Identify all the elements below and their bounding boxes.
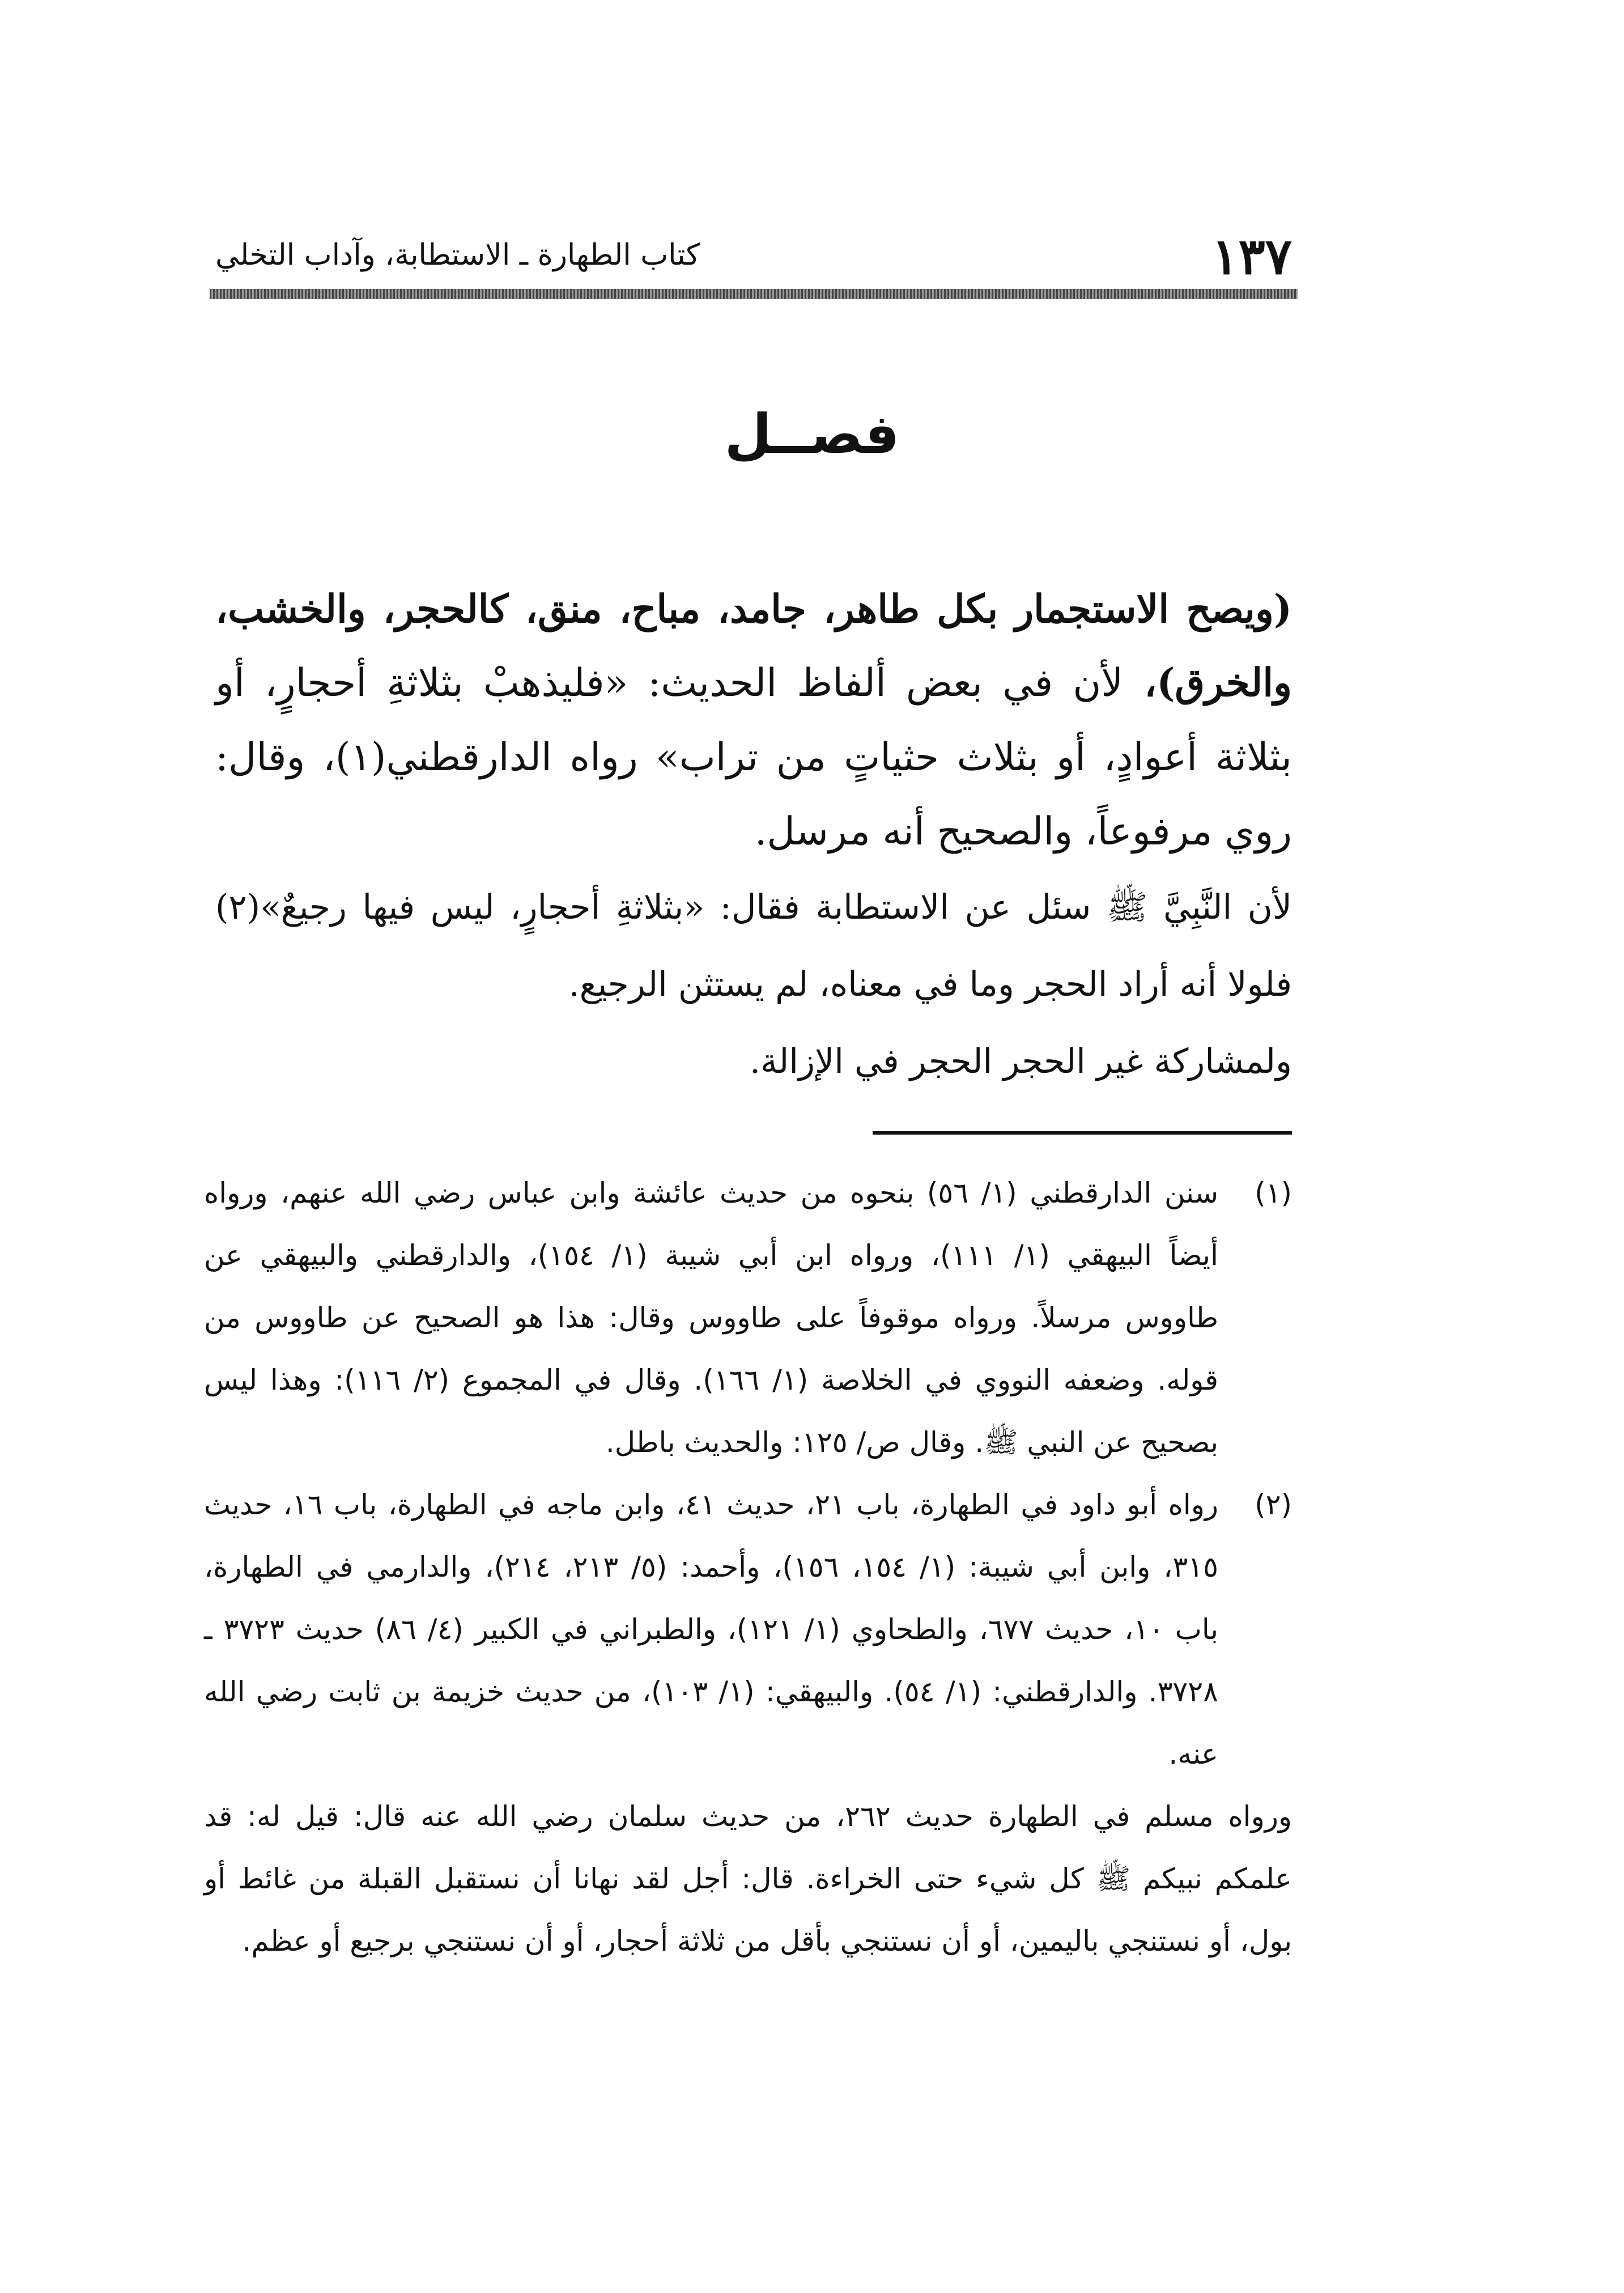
section-title: فصــل [724, 402, 900, 466]
footnote-separator [873, 1131, 1292, 1135]
paragraph-2: لأن النَّبِيَّ ﷺ سئل عن الاستطابة فقال: «بثلاثةِ أحجارٍ، ليس فيها رجيعٌ»(٢) فلولا أنه أراد الحجر وما في معناه، لم يستثن الرجيع. [215, 888, 1292, 1004]
footnote-2-text: رواه أبو داود في الطهارة، باب ٢١، حديث ٤١، وابن ماجه في الطهارة، باب ١٦، حديث ٣١٥، وابن أبي شيبة: (١/ ١٥٤، ١٥٦)، وأحمد: (٥/ ٢١٣، ٢١٤)، والدارمي في الطهارة، باب ١٠، حديث ٦٧٧، والطحاوي (١/ ١٢١)، والطبراني في الكبير (٤/ ٨٦) حديث ٣٧٢٣ ـ ٣٧٢٨. والدارقطني: (١/ ٥٤). والبيهقي: (١/ ١٠٣)، من حديث خزيمة بن ثابت رضي الله عنه. [204, 1488, 1219, 1770]
page-number: ١٣٧ [1211, 227, 1292, 286]
paragraph-1-rest: لأن في بعض ألفاظ الحديث: «فليذهبْ بثلاثةِ أحجارٍ، أو بثلاثة أعوادٍ، أو بثلاث حثياتٍ من تراب» رواه الدارقطني(١)، وقال: روي مرفوعاً، والصحيح أنه مرسل. [215, 661, 1292, 854]
running-header-title: كتاب الطهارة ـ الاستطابة، وآداب التخلي [215, 238, 700, 272]
footnote-1-number: (١) [1255, 1177, 1292, 1209]
footnote-1 [204, 1162, 1292, 1474]
paragraph-3: ولمشاركة غير الحجر الحجر في الإزالة. [749, 1042, 1292, 1081]
main-text [215, 572, 1292, 1100]
footnote-2-number: (٢) [1255, 1488, 1292, 1521]
paragraph-1 [215, 572, 1292, 869]
footnote-1-text: سنن الدارقطني (١/ ٥٦) بنحوه من حديث عائشة وابن عباس رضي الله عنهم، ورواه أيضاً البيهقي (١/ ١١١)، ورواه ابن أبي شيبة (١/ ١٥٤)، والدارقطني والبيهقي عن طاووس مرسلاً. ورواه موقوفاً على طاووس وقال: هذا هو الصحيح عن طاووس من قوله. وضعفه النووي في الخلاصة (١/ ١٦٦). وقال في المجموع (٢/ ١١٦): وهذا ليس بصحيح عن النبي ﷺ. وقال ص/ ١٢٥: والحديث باطل. [204, 1177, 1219, 1459]
footnote-2 [204, 1474, 1292, 1785]
footnotes [204, 1162, 1292, 1972]
paragraph-1-bold: (ويصح الاستجمار بكل طاهر، جامد، مباح، منق، كالحجر، والخشب، والخرق)، [215, 587, 1292, 706]
header-rule [210, 289, 1298, 299]
footnote-2-continuation: ورواه مسلم في الطهارة حديث ٢٦٢، من حديث سلمان رضي الله عنه قال: قيل له: قد علمكم نبيكم ﷺ كل شيء حتى الخراءة. قال: أجل لقد نهانا أن نستقبل القبلة من غائط أو بول، أو نستنجي باليمين، أو أن نستنجي بأقل من ثلاثة أحجار، أو أن نستنجي برجيع أو عظم. [204, 1800, 1293, 1957]
